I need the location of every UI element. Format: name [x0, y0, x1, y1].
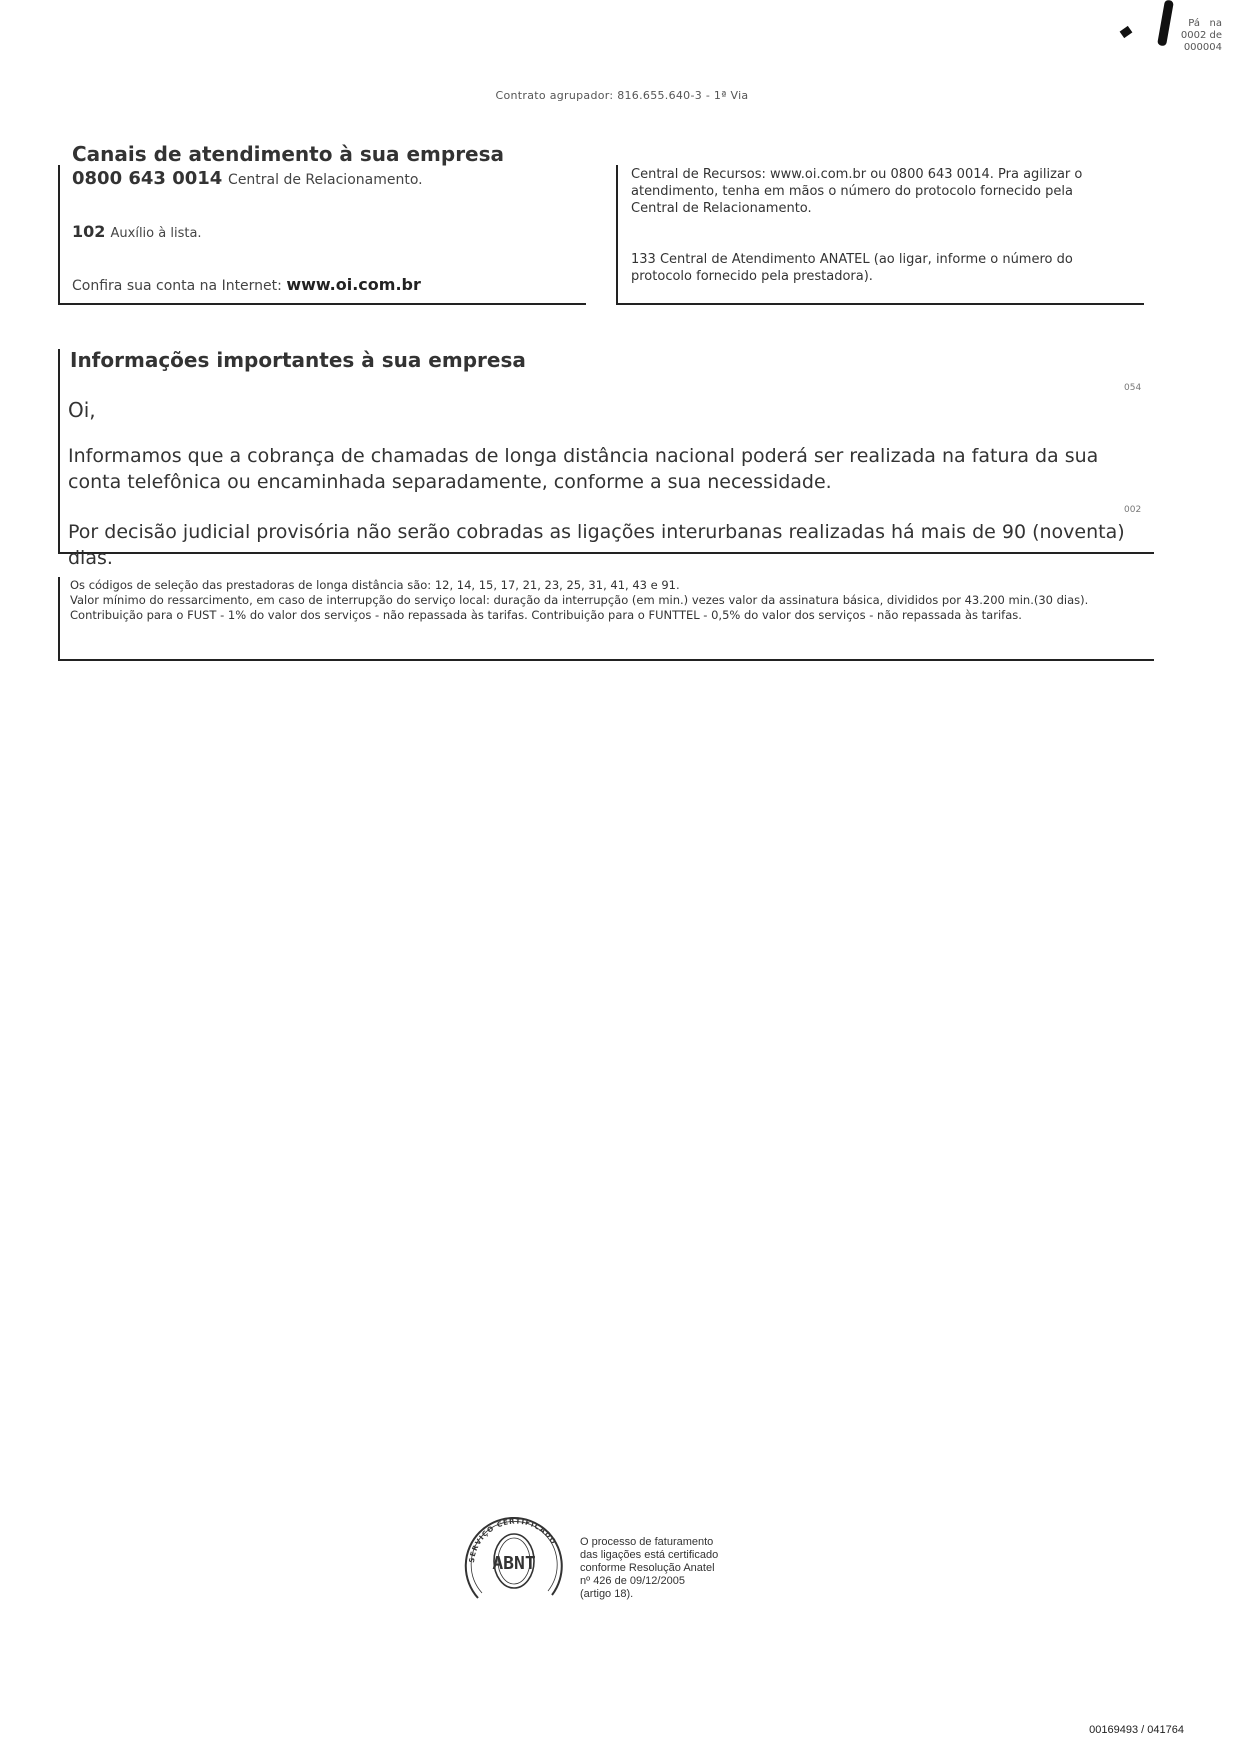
phone-number: 0800 643 0014 — [72, 168, 223, 189]
info-paragraph: Informamos que a cobrança de chamadas de longa distância nacional poderá ser realizada na fatura da sua conta telefônica ou encaminhada separadamente, conforme a sua necessidade. — [68, 445, 1099, 493]
directory-label: Auxílio à lista. — [110, 226, 202, 241]
cert-line: (artigo 18). — [580, 1588, 634, 1600]
web-label: Confira sua conta na Internet: — [72, 278, 282, 294]
page-total: 000004 — [1183, 42, 1222, 53]
document-code: 00169493 / 041764 — [1089, 1724, 1184, 1736]
seal-letters: ABNT — [492, 1553, 536, 1574]
anatel-contact: 133 Central de Atendimento ANATEL (ao ligar, informe o número do protocolo fornecido pela prestadora). — [631, 252, 1073, 284]
info-title: Informações importantes à sua empresa — [70, 348, 526, 372]
certification-text — [580, 1536, 718, 1601]
web-url[interactable]: www.oi.com.br — [286, 275, 421, 294]
contract-number: Contrato agrupador: 816.655.640-3 - 1ª Via — [495, 89, 749, 102]
note-line: Valor mínimo do ressarcimento, em caso de interrupção do serviço local: duração da interrupção (em min.) vezes valor da assinatura básica, divididos por 43.200 min.(30 dias). — [70, 593, 1089, 607]
central-recursos: Central de Recursos: www.oi.com.br ou 0800 643 0014. Pra agilizar o atendimento, tenha em mãos o número do protocolo fornecido pela Central de Relacionamento. — [631, 167, 1083, 216]
page-label-end: na — [1209, 18, 1222, 29]
channels-title: Canais de atendimento à sua empresa — [72, 142, 505, 166]
cert-line: das ligações está certificado — [580, 1549, 719, 1561]
cert-line: nº 426 de 09/12/2005 — [580, 1575, 685, 1587]
page-of: de — [1209, 30, 1222, 41]
info-paragraph: Por decisão judicial provisória não serão cobradas as ligações interurbanas realizadas há mais de 90 (noventa) dias. — [68, 521, 1125, 569]
relationship-phone — [72, 168, 423, 189]
abnt-certification-seal-icon — [460, 1503, 570, 1613]
cert-line: O processo de faturamento — [580, 1536, 714, 1548]
scan-scratch — [1157, 0, 1174, 46]
seal-ring-text: SERVIÇO CERTIFICADO — [467, 1517, 558, 1564]
note-line: Os códigos de seleção das prestadoras de longa distância são: 12, 14, 15, 17, 21, 23, 25, 31, 41, 43 e 91. — [70, 578, 680, 592]
scan-mark — [1119, 26, 1132, 38]
note-line: Contribuição para o FUST - 1% do valor dos serviços - não repassada às tarifas. Contribuição para o FUNTTEL - 0,5% do valor dos serviços - não repassada às tarifas. — [70, 608, 1022, 622]
directory-assist — [72, 222, 202, 241]
message-code: 054 — [1124, 383, 1142, 393]
message-code: 002 — [1124, 505, 1142, 515]
page-current: 0002 — [1180, 30, 1207, 41]
legal-notes — [70, 578, 1160, 623]
greeting: Oi, — [68, 398, 96, 422]
directory-number: 102 — [72, 222, 106, 241]
page-label: Pá — [1188, 18, 1200, 29]
cert-line: conforme Resolução Anatel — [580, 1562, 715, 1574]
phone-label: Central de Relacionamento. — [228, 172, 423, 188]
page-reference — [1181, 18, 1222, 54]
web-access — [72, 275, 421, 294]
